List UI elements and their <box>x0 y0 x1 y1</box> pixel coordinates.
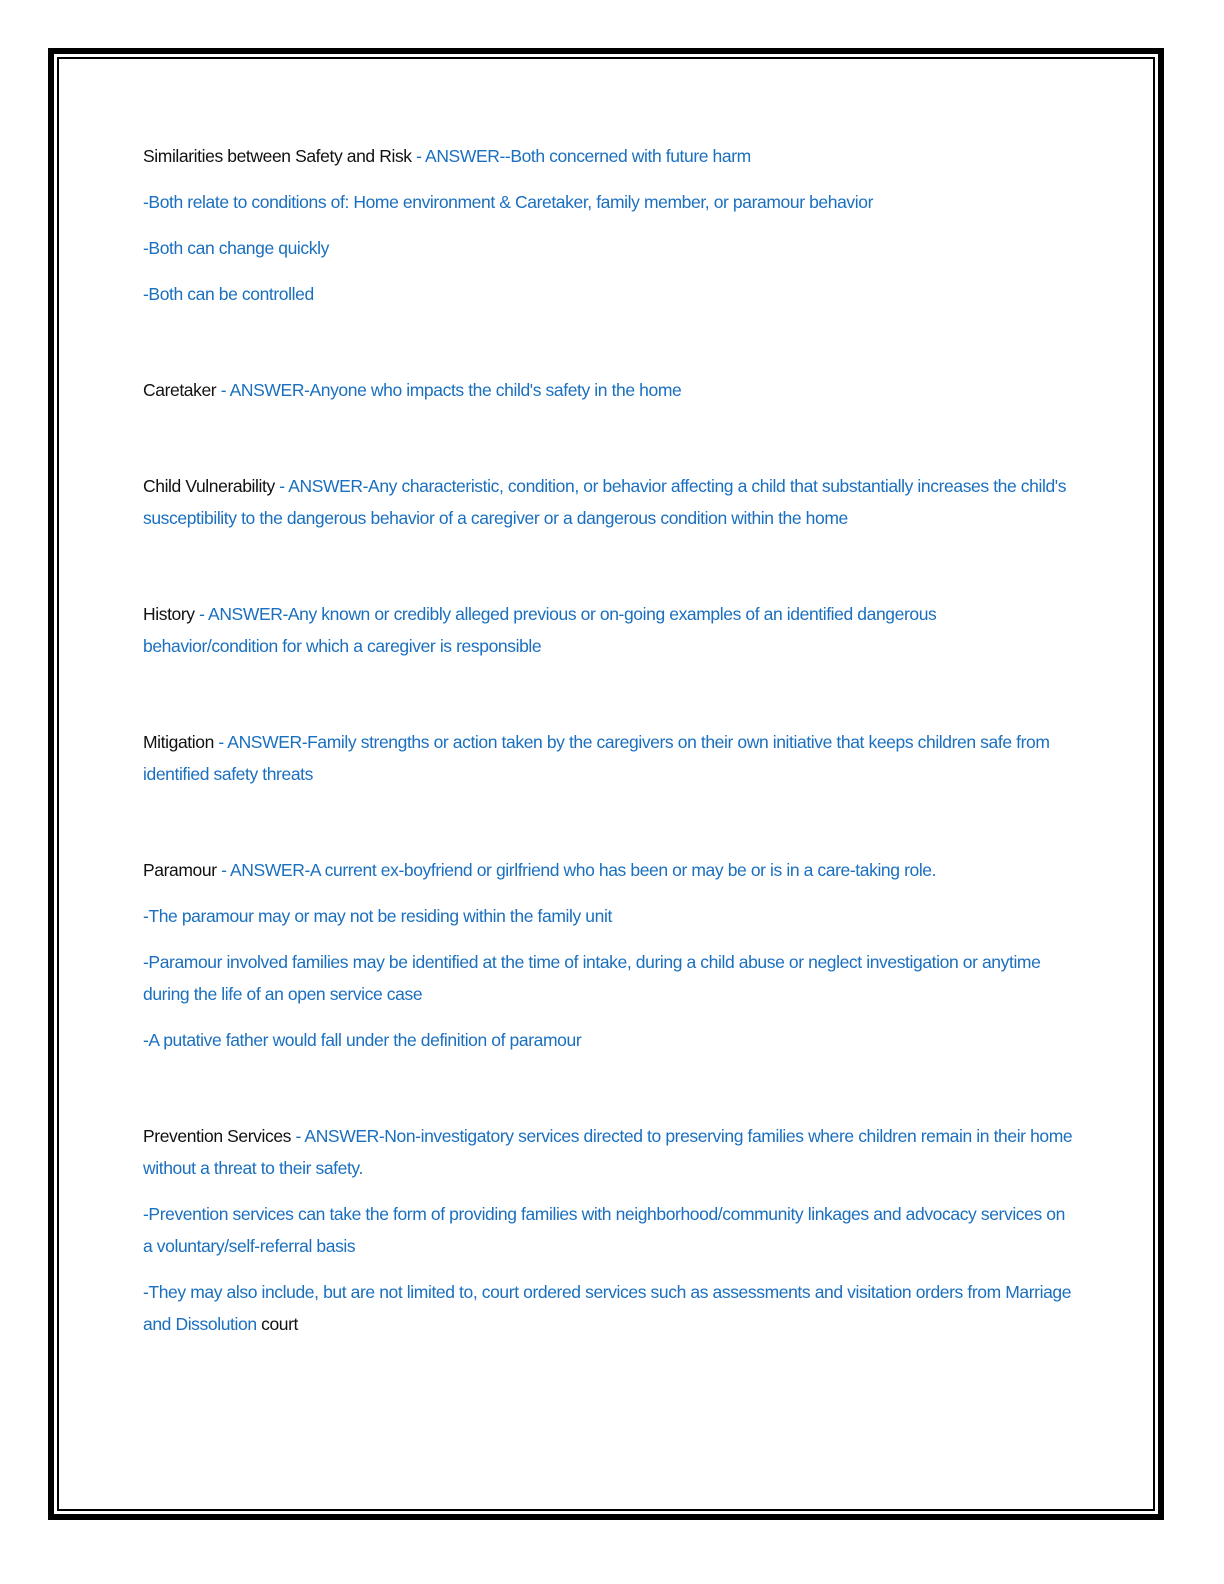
entry-term: Caretaker <box>143 380 217 400</box>
entry-detail: -The paramour may or may not be residing within the family unit <box>143 906 612 926</box>
entry-detail-tail: court <box>256 1314 299 1334</box>
entry-heading <box>143 726 1073 790</box>
entry-term: Similarities between Safety and Risk <box>143 146 412 166</box>
entry-detail: -Both can change quickly <box>143 238 329 258</box>
entry-heading <box>143 1120 1073 1184</box>
entry-answer: ANSWER-Non-investigatory services directed to preserving families where children remain in their home without a threat to their safety. <box>143 1126 1073 1178</box>
entry-child-vulnerability <box>143 470 1073 534</box>
entry-answer: ANSWER-Any known or credibly alleged previous or on-going examples of an identified dangerous behavior/condition for which a caregiver is responsible <box>143 604 937 656</box>
entry-term: Child Vulnerability <box>143 476 275 496</box>
entry-heading <box>143 470 1073 534</box>
entry-heading <box>143 140 1073 172</box>
entry-term: History <box>143 604 195 624</box>
entry-detail: -A putative father would fall under the definition of paramour <box>143 1030 582 1050</box>
entry-detail: -Both can be controlled <box>143 284 314 304</box>
entry-caretaker <box>143 374 1073 406</box>
entry-separator: - <box>213 732 228 752</box>
entry-detail: -Prevention services can take the form of providing families with neighborhood/community linkages and advocacy services on a voluntary/self-referral basis <box>143 1204 1065 1256</box>
entry-detail: -Paramour involved families may be identified at the time of intake, during a child abuse or neglect investigation or anytime during the life of an open service case <box>143 952 1041 1004</box>
entry-prevention-services <box>143 1120 1073 1340</box>
entry-separator: - <box>274 476 289 496</box>
entry-similarities <box>143 140 1073 310</box>
entry-mitigation <box>143 726 1073 790</box>
entry-answer: ANSWER-A current ex-boyfriend or girlfriend who has been or may be or is in a care-taking role. <box>230 860 937 880</box>
entry-term: Prevention Services <box>143 1126 292 1146</box>
entry-detail-text: -They may also include, but are not limited to, court ordered services such as assessments and visitation orders from Marriage and Dissolution <box>143 1282 1072 1334</box>
entry-answer: ANSWER-Anyone who impacts the child's safety in the home <box>229 380 682 400</box>
entry-answer: ANSWER-Family strengths or action taken by the caregivers on their own initiative that keeps children safe from identified safety threats <box>143 732 1050 784</box>
entry-separator: - <box>194 604 209 624</box>
entry-history <box>143 598 1073 662</box>
entry-heading <box>143 854 1073 886</box>
entry-paramour <box>143 854 1073 1056</box>
entry-separator: - <box>291 1126 305 1146</box>
entry-term: Paramour <box>143 860 217 880</box>
entry-detail: -Both relate to conditions of: Home environment & Caretaker, family member, or paramour behavior <box>143 192 874 212</box>
entry-answer: ANSWER-Any characteristic, condition, or behavior affecting a child that substantially increases the child's susceptibility to the dangerous behavior of a caregiver or a dangerous condition within the home <box>143 476 1067 528</box>
entry-answer: ANSWER--Both concerned with future harm <box>425 146 751 166</box>
entry-term: Mitigation <box>143 732 214 752</box>
entry-separator: - <box>216 380 230 400</box>
entry-separator: - <box>216 860 231 880</box>
entry-heading <box>143 374 1073 406</box>
entry-heading <box>143 598 1073 662</box>
entry-detail <box>143 1276 1073 1340</box>
flashcard-list <box>143 140 1073 1354</box>
entry-separator: - <box>411 146 426 166</box>
